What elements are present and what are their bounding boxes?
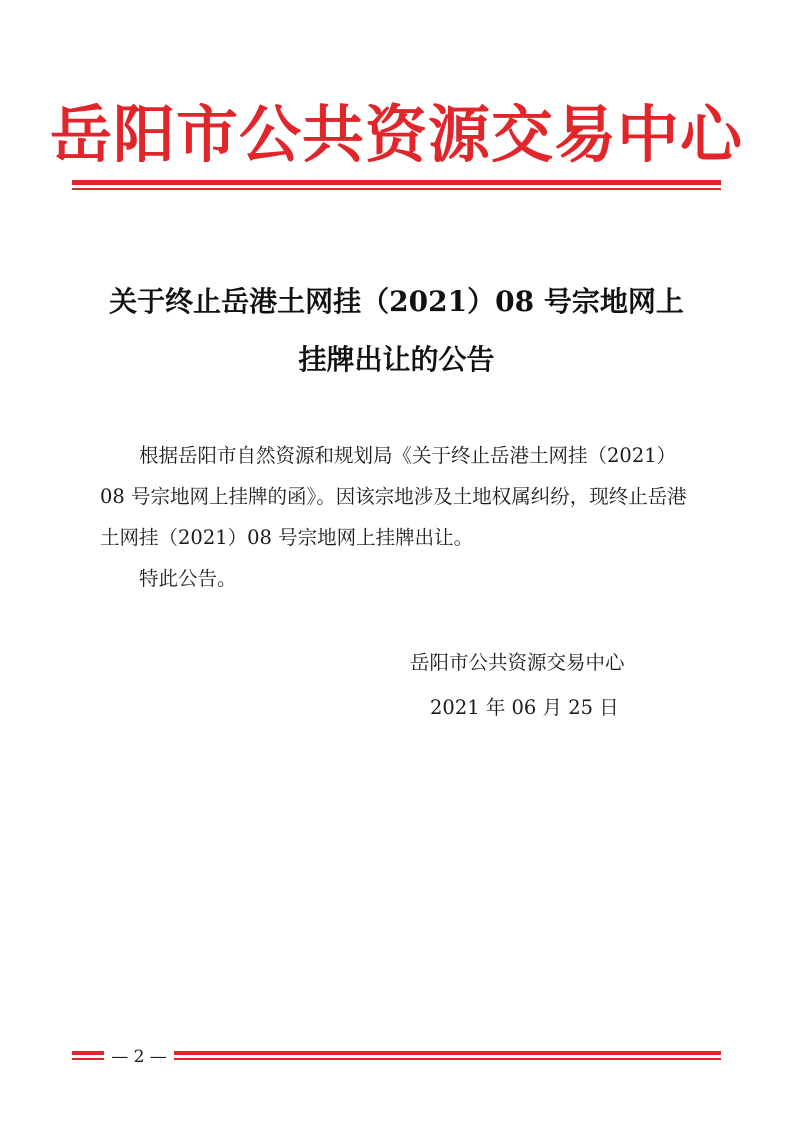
document-title-line-1: 关于终止岳港土网挂（2021）08 号宗地网上	[109, 285, 684, 318]
masthead-title: 岳阳市公共资源交易中心	[49, 98, 743, 171]
masthead-rule-thin	[72, 188, 721, 190]
body-paragraph: 根据岳阳市自然资源和规划局《关于终止岳港土网挂（2021）08 号宗地网上挂牌的函》。因该宗地涉及土地权属纠纷，现终止岳港土网挂（2021）08 号宗地网上挂牌出让。	[100, 444, 687, 549]
page-number: — 2 —	[104, 1046, 174, 1068]
signature-organization: 岳阳市公共资源交易中心	[410, 651, 625, 674]
document-title-line-2: 挂牌出让的公告	[298, 343, 495, 376]
masthead-rule-thick	[72, 180, 721, 185]
closing-paragraph: 特此公告。	[139, 567, 237, 590]
body-text	[100, 435, 695, 599]
signature-date: 2021 年 06 月 25 日	[430, 696, 619, 719]
